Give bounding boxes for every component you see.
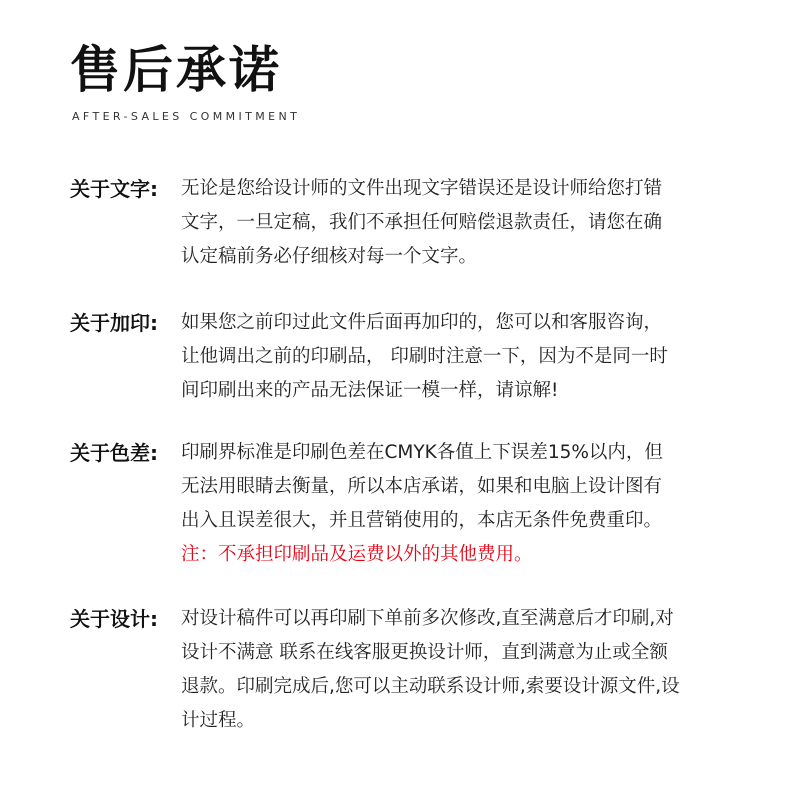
section-body	[181, 306, 729, 408]
body-line: 印刷界标准是印刷色差在CMYK各值上下误差15%以内，但	[181, 442, 663, 463]
body-line: 对设计稿件可以再印刷下单前多次修改,直至满意后才印刷,对	[181, 608, 674, 629]
body-line: 认定稿前务必仔细核对每一个文字。	[181, 246, 478, 267]
section-label: 关于设计:	[70, 607, 158, 631]
body-line: 退款。印刷完成后,您可以主动联系设计师,索要设计源文件,设	[181, 676, 680, 697]
section-label: 关于文字:	[70, 177, 158, 201]
section-body	[181, 602, 729, 738]
section-body	[181, 172, 729, 274]
body-line: 无论是您给设计师的文件出现文字错误还是设计师给您打错	[181, 178, 663, 199]
body-line: 让他调出之前的印刷品， 印刷时注意一下，因为不是同一时	[181, 346, 668, 367]
section-label: 关于色差:	[70, 441, 158, 465]
note-line: 注：不承担印刷品及运费以外的其他费用。	[181, 544, 533, 565]
page-title: 售后承诺	[70, 41, 282, 99]
section-body	[181, 436, 729, 572]
body-line: 设计不满意 联系在线客服更换设计师，直到满意为止或全额	[181, 642, 668, 663]
body-line: 文字，一旦定稿，我们不承担任何赔偿退款责任，请您在确	[181, 212, 663, 233]
page-subtitle: AFTER-SALES COMMITMENT	[72, 110, 301, 123]
body-line: 计过程。	[181, 710, 256, 731]
body-line: 出入且误差很大，并且营销使用的，本店无条件免费重印。	[181, 510, 663, 531]
body-line: 如果您之前印过此文件后面再加印的，您可以和客服咨询，	[181, 312, 663, 333]
body-line: 间印刷出来的产品无法保证一模一样，请谅解!	[181, 380, 559, 401]
section-label: 关于加印:	[70, 311, 158, 335]
body-line: 无法用眼睛去衡量，所以本店承诺，如果和电脑上设计图有	[181, 476, 663, 497]
